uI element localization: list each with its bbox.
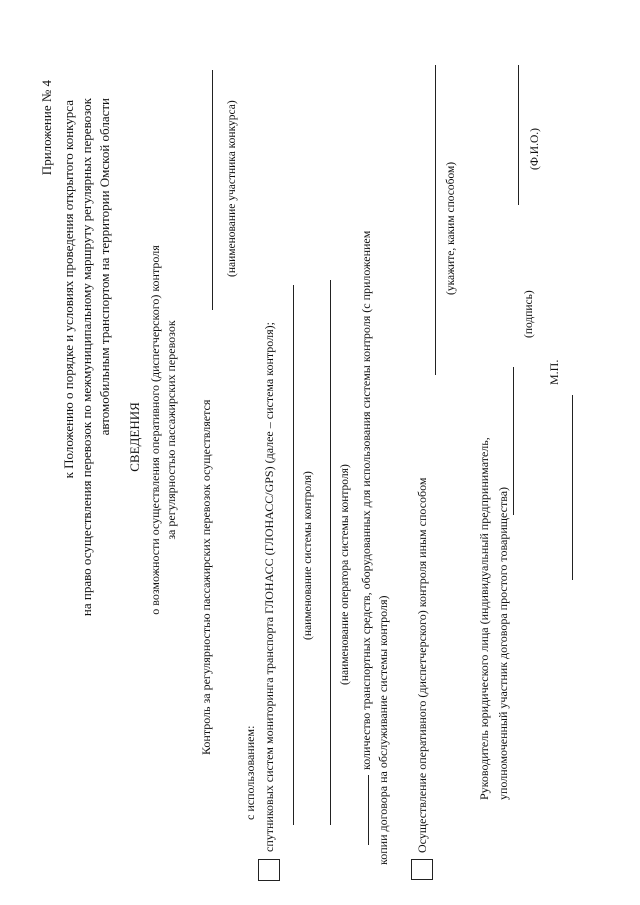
option1-intro: с использованием: xyxy=(243,725,257,820)
document-title: СВЕДЕНИЯ xyxy=(127,402,142,472)
signature-caption: (подпись) xyxy=(523,290,535,338)
full-name-field[interactable] xyxy=(518,65,519,205)
option2-checkbox[interactable] xyxy=(411,859,433,880)
appendix-reference-line-2: на право осуществления перевозок по межмуниципальному маршруту регулярных перевозок xyxy=(79,98,94,617)
participant-name-caption: (наименование участника конкурса) xyxy=(226,100,238,277)
operator-name-field[interactable] xyxy=(330,280,331,825)
appendix-number: Приложение № 4 xyxy=(39,80,54,176)
option2-text: Осуществление оперативного (диспетчерского) контроля иным способом xyxy=(415,477,429,853)
option1-text: спутниковых систем мониторинга транспорта ГЛОНАСС (ГЛОНАСС/GPS) (далее – система контроля); xyxy=(262,322,276,852)
date-field[interactable] xyxy=(572,395,573,580)
other-method-field[interactable] xyxy=(435,65,436,375)
control-lead-text: Контроль за регулярностью пассажирских перевозок осуществляется xyxy=(199,399,213,755)
appendix-reference-line-3: автомобильным транспортом на территории Омской области xyxy=(97,98,112,436)
vehicle-count-field[interactable] xyxy=(368,775,369,845)
full-name-caption: (Ф.И.О.) xyxy=(529,128,541,170)
signature-field[interactable] xyxy=(513,367,514,515)
other-method-caption: (укажите, каким способом) xyxy=(445,161,457,295)
signatory-role-line-1: Руководитель юридического лица (индивидуальный предприниматель, xyxy=(477,437,491,800)
document-subtitle-2: за регулярностью пассажирских перевозок xyxy=(164,320,178,540)
operator-caption: (наименование оператора системы контроля) xyxy=(339,464,351,685)
vehicles-text-1: количество транспортных средств, оборудованных для использования системы контроля (с приложением xyxy=(359,230,373,770)
document-subtitle-1: о возможности осуществления оперативного (диспетчерского) контроля xyxy=(148,245,162,615)
vehicles-text-2: копии договора на обслуживание системы контроля) xyxy=(376,595,390,865)
stamp-place-label: М.П. xyxy=(547,359,561,385)
appendix-reference-line-1: к Положению о порядке и условиях проведения открытого конкурса xyxy=(61,100,76,479)
control-system-caption: (наименование системы контроля) xyxy=(302,471,314,640)
control-system-name-field[interactable] xyxy=(293,285,294,825)
signatory-role-line-2: уполномоченный участник договора простого товарищества) xyxy=(496,486,510,800)
participant-name-field[interactable] xyxy=(212,70,213,310)
option1-checkbox[interactable] xyxy=(258,859,280,881)
